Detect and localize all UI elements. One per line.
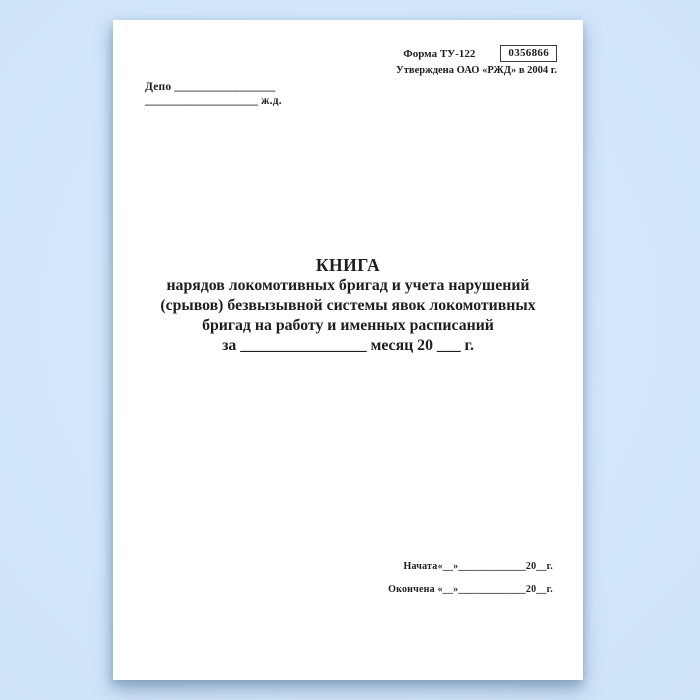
depo-block <box>145 80 282 108</box>
form-header-row <box>396 45 557 62</box>
form-number: 0356866 <box>508 47 549 59</box>
form-header <box>396 45 557 76</box>
start-date-line: Начата«__»_____________20__г. <box>403 561 553 572</box>
title-block <box>113 254 583 356</box>
subtitle-line: (срывов) безвызывной системы явок локомотивных <box>160 297 536 314</box>
date-footer <box>388 561 553 595</box>
subtitle-line: бригад на работу и именных расписаний <box>202 317 494 334</box>
end-date-line: Окончена «__»_____________20__г. <box>388 584 553 595</box>
depo-line-1: Депо _________________ <box>145 81 276 93</box>
approved-text: Утверждена ОАО «РЖД» в 2004 г. <box>396 65 557 76</box>
document-cover-page <box>113 20 583 680</box>
subtitle-line: нарядов локомотивных бригад и учета нарушений <box>166 277 530 294</box>
form-label: Форма ТУ-122 <box>403 47 476 60</box>
book-title: КНИГА <box>315 255 381 275</box>
depo-line-2: ___________________ ж.д. <box>145 95 282 107</box>
subtitle-line: за ________________ месяц 20 ___ г. <box>222 337 474 354</box>
form-number-box <box>500 45 557 62</box>
